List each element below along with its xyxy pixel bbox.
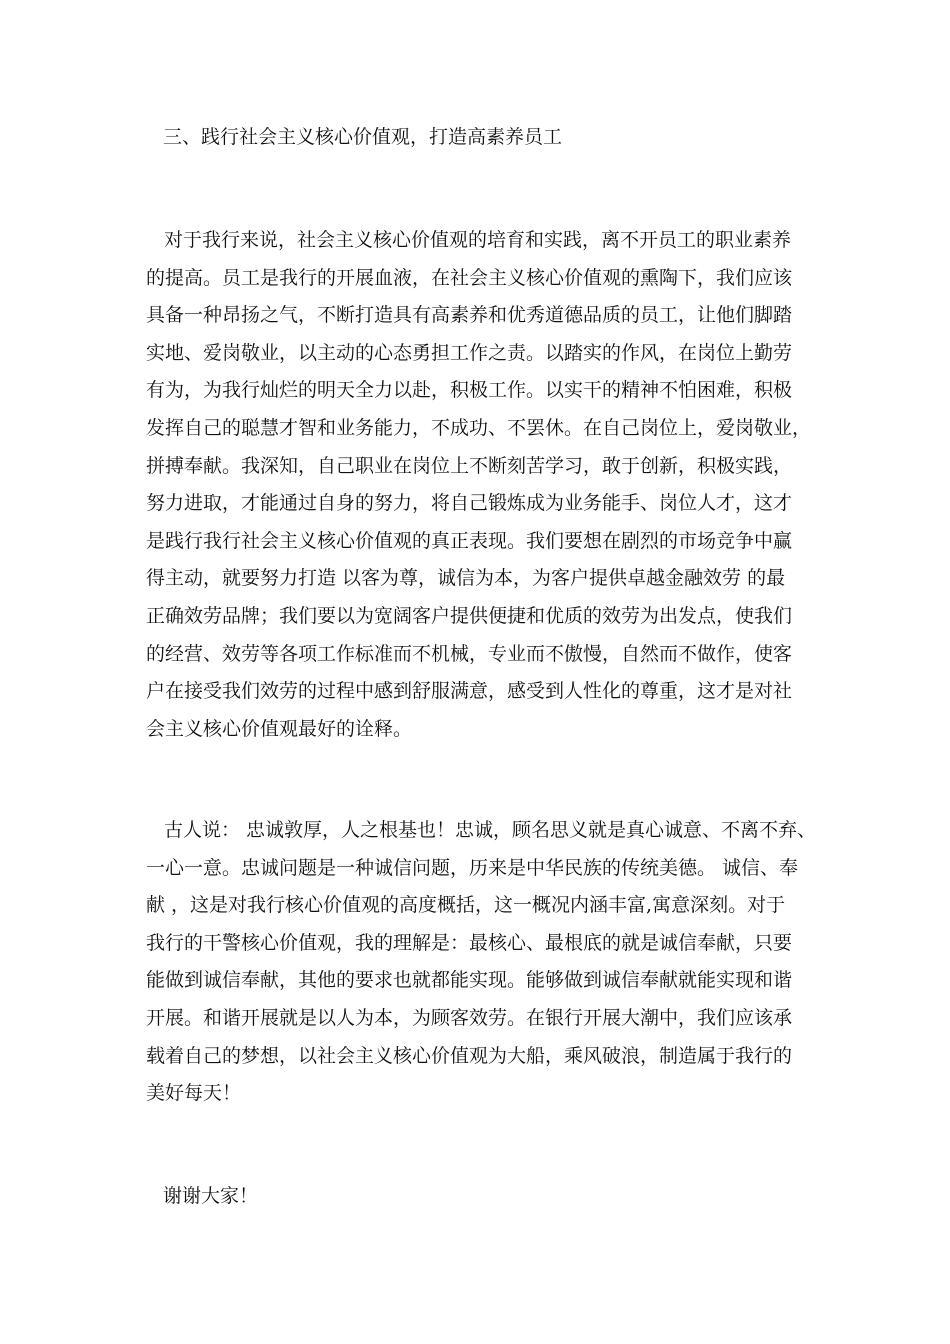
closing-thanks: 谢谢大家！ <box>163 1185 259 1207</box>
paragraph-line: 开展。和谐开展就是以人为本，为顾客效劳。在银行开展大潮中，我们应该承 <box>146 1006 793 1029</box>
paragraph-line: 拼搏奉献。我深知，自己职业在岗位上不断刻苦学习，敢于创新，积极实践， <box>146 454 793 477</box>
paragraph-line: 得主动，就要努力打造 以客为尊，诚信为本，为客户提供卓越金融效劳 的最 <box>146 567 786 590</box>
paragraph-line: 发挥自己的聪慧才智和业务能力，不成功、不罢休。在自己岗位上，爱岗敬业， <box>146 416 812 439</box>
paragraph-line: 能做到诚信奉献，其他的要求也就都能实现。能够做到诚信奉献就能实现和谐 <box>146 969 793 992</box>
section-heading: 三、践行社会主义核心价值观，打造高素养员工 <box>163 126 563 148</box>
paragraph-line: 户在接受我们效劳的过程中感到舒服满意，感受到人性化的尊重，这才是对社 <box>146 680 793 703</box>
paragraph-line: 具备一种昂扬之气，不断打造具有高素养和优秀道德品质的员工，让他们脚踏 <box>146 304 793 327</box>
paragraph-line: 的提高。员工是我行的开展血液，在社会主义核心价值观的熏陶下，我们应该 <box>146 266 793 289</box>
paragraph-line: 献 ，这是对我行核心价值观的高度概括，这一概况内涵丰富,寓意深刻。对于 <box>146 894 786 917</box>
paragraph-line: 是践行我行社会主义核心价值观的真正表现。我们要想在剧烈的市场竞争中赢 <box>146 529 793 552</box>
paragraph-line: 的经营、效劳等各项工作标准而不机械，专业而不傲慢，自然而不做作，使客 <box>146 642 793 665</box>
paragraph-line: 实地、爱岗敬业，以主动的心态勇担工作之责。以踏实的作风，在岗位上勤劳 <box>146 341 793 364</box>
paragraph-loyalty <box>146 812 816 1113</box>
paragraph-line: 有为，为我行灿烂的明天全力以赴，积极工作。以实干的精神不怕困难，积极 <box>146 379 793 402</box>
paragraph-line: 我行的干警核心价值观，我的理解是：最核心、最根底的就是诚信奉献，只要 <box>146 931 793 954</box>
paragraph-line: 会主义核心价值观最好的诠释。 <box>146 717 413 740</box>
paragraph-employee-quality <box>146 222 816 748</box>
paragraph-line: 载着自己的梦想，以社会主义核心价值观为大船，乘风破浪，制造属于我行的 <box>146 1044 793 1067</box>
paragraph-line: 一心一意。忠诚问题是一种诚信问题，历来是中华民族的传统美德。 诚信、奉 <box>146 856 799 879</box>
paragraph-line: 正确效劳品牌；我们要以为宽阔客户提供便捷和优质的效劳为出发点，使我们 <box>146 604 793 627</box>
paragraph-line: 对于我行来说，社会主义核心价值观的培育和实践，离不开员工的职业素养 <box>164 229 792 251</box>
paragraph-line: 古人说： 忠诚敦厚，人之根基也！忠诚，顾名思义就是真心诚意、不离不弃、 <box>164 819 817 841</box>
paragraph-line: 美好每天！ <box>146 1082 242 1105</box>
paragraph-line: 努力进取，才能通过自身的努力，将自己锻炼成为业务能手、岗位人才，这才 <box>146 492 793 515</box>
